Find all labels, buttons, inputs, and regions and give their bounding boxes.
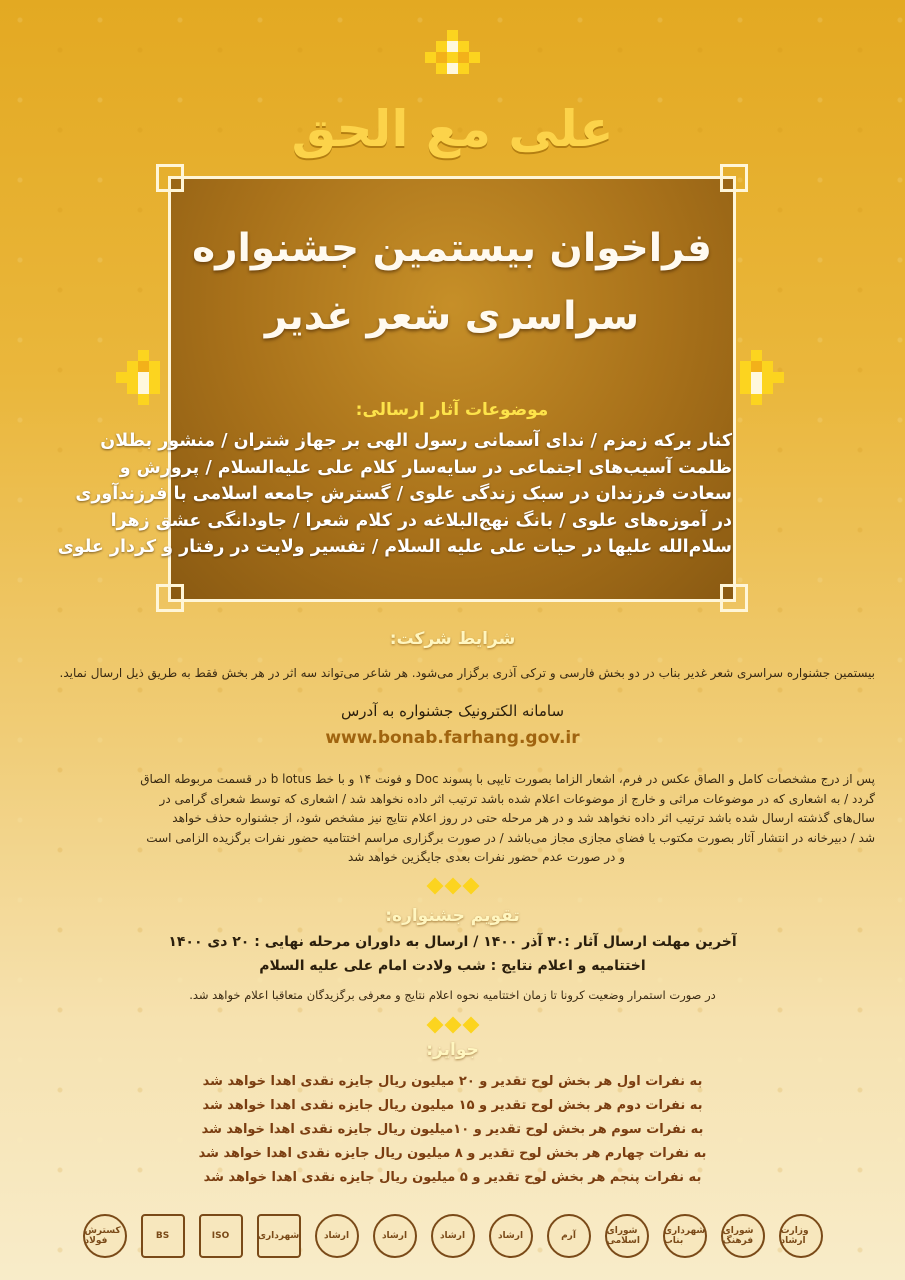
calendar-line1: آخرین مهلت ارسال آثار :۳۰ آذر ۱۴۰۰ / ارسال به داوران مرحله نهایی : ۲۰ دی ۱۴۰۰ <box>168 934 737 950</box>
page-title: فراخوان بیستمین جشنواره <box>192 226 712 271</box>
rule-line: گردد / به اشعاری که در موضوعات مراثی و خارج از موضوعات اعلام شده باشد ترتیب اثر داده نخواهد شد / اشعاری که توسط شعرای گرامی در <box>159 791 875 806</box>
portal-label: سامانه الکترونیک جشنواره به آدرس <box>340 702 565 720</box>
sponsor-logo: ارشاد <box>431 1214 475 1258</box>
sponsor-logo: ارشاد <box>373 1214 417 1258</box>
rule-line: سال‌های گذشته ارسال شده باشد ترتیب اثر داده نخواهد شد و در هر مرحله حتی در روز اعلام نتایج نیز مشخص شود، از جشنواره حذف خواهد <box>172 811 875 825</box>
topics-label: موضوعات آثار ارسالی: <box>355 400 549 420</box>
sponsor-logo: وزارت ارشاد <box>779 1214 823 1258</box>
prize-item: به نفرات سوم هر بخش لوح تقدیر و ۱۰میلیون ریال جایزه نقدی اهدا خواهد شد <box>201 1122 704 1137</box>
calendar-line2: اختتامیه و اعلام نتایج : شب ولادت امام علی علیه السلام <box>259 958 646 974</box>
sponsor-logo: شهرداری بناب <box>663 1214 707 1258</box>
sponsor-logo: ISO <box>199 1214 243 1258</box>
sponsor-logo: ارشاد <box>489 1214 533 1258</box>
topic-line: سعادت فرزندان در سبک زندگی علوی / گسترش جامعه اسلامی با فرزندآوری <box>75 484 732 504</box>
panel-corner <box>720 164 748 192</box>
sponsor-logo: شورای فرهنگ <box>721 1214 765 1258</box>
topic-line: کنار برکه زمزم / ندای آسمانی رسول الهی بر جهاز شتران / منشور بطلان <box>100 431 732 451</box>
rule-line: پس از درج مشخصات کامل و الصاق عکس در فرم، اشعار الزاما بصورت تایپی با پسوند Doc و فونت ۱۴ و با خط b lotus در قسمت مربوطه الصاق <box>140 772 875 786</box>
page-subtitle: سراسری شعر غدیر <box>264 294 640 339</box>
sponsor-logos <box>0 1214 905 1266</box>
calendar-note: در صورت استمرار وضعیت کرونا تا زمان اختتامیه نحوه اعلام نتایج و معرفی برگزیدگان متعاقبا اعلام خواهد شد. <box>189 988 716 1002</box>
calendar-label: تقویم جشنواره: <box>385 906 520 926</box>
diamond-separator <box>0 877 905 896</box>
conditions-rules <box>30 770 875 868</box>
panel-corner <box>156 584 184 612</box>
prize-item: به نفرات چهارم هر بخش لوح تقدیر و ۸ میلیون ریال جایزه نقدی اهدا خواهد شد <box>198 1146 707 1161</box>
rule-line: شد / دبیرخانه در انتشار آثار بصورت مکتوب یا فضای مجازی مجاز می‌باشد / در صورت برگزاری مراسم اختتامیه حضور نفرات برگزیده الزامی است <box>146 830 875 845</box>
portal-url-link[interactable]: www.bonab.farhang.gov.ir <box>325 728 580 748</box>
prizes-label: جوایز: <box>426 1040 479 1060</box>
logo-calligraphy: علی مع الحق <box>291 100 614 158</box>
panel-corner <box>720 584 748 612</box>
left-ornament <box>116 350 166 420</box>
right-ornament <box>740 350 790 420</box>
prize-item: به نفرات اول هر بخش لوح تقدیر و ۲۰ میلیون ریال جایزه نقدی اهدا خواهد شد <box>202 1074 703 1089</box>
conditions-label: شرایط شرکت: <box>389 629 516 649</box>
topic-line: ظلمت آسیب‌های اجتماعی در سایه‌سار کلام علی علیه‌السلام / پرورش و <box>119 457 732 478</box>
topic-line: در آموزه‌های علوی / بانگ نهج‌البلاغه در کلام شعرا / جاودانگی عشق زهرا <box>110 510 732 531</box>
sponsor-logo: کسترش فولاد <box>83 1214 127 1258</box>
sponsor-logo: آرم <box>547 1214 591 1258</box>
sponsor-logo: شورای اسلامی <box>605 1214 649 1258</box>
topic-line: سلام‌الله علیها در حیات علی علیه السلام / تفسیر ولایت در رفتار و کردار علوی <box>57 537 732 557</box>
panel-corner <box>156 164 184 192</box>
sponsor-logo: شهرداری <box>257 1214 301 1258</box>
diamond-separator <box>0 1016 905 1035</box>
rule-line: و در صورت عدم حضور نفرات بعدی جایگزین خواهد شد <box>347 850 625 864</box>
sponsor-logo: ارشاد <box>315 1214 359 1258</box>
prize-item: به نفرات پنجم هر بخش لوح تقدیر و ۵ میلیون ریال جایزه نقدی اهدا خواهد شد <box>203 1170 702 1185</box>
topics-list <box>57 428 732 561</box>
sponsor-logo: BS <box>141 1214 185 1258</box>
top-ornament <box>420 30 486 80</box>
prize-item: به نفرات دوم هر بخش لوح تقدیر و ۱۵ میلیون ریال جایزه نقدی اهدا خواهد شد <box>202 1098 703 1113</box>
conditions-intro: بیستمین جشنواره سراسری شعر غدیر بناب در دو بخش فارسی و ترکی آذری برگزار می‌شود. هر شاعر می‌تواند سه اثر در هر بخش فقط به طریق ذیل ارسال نماید. <box>59 666 875 680</box>
